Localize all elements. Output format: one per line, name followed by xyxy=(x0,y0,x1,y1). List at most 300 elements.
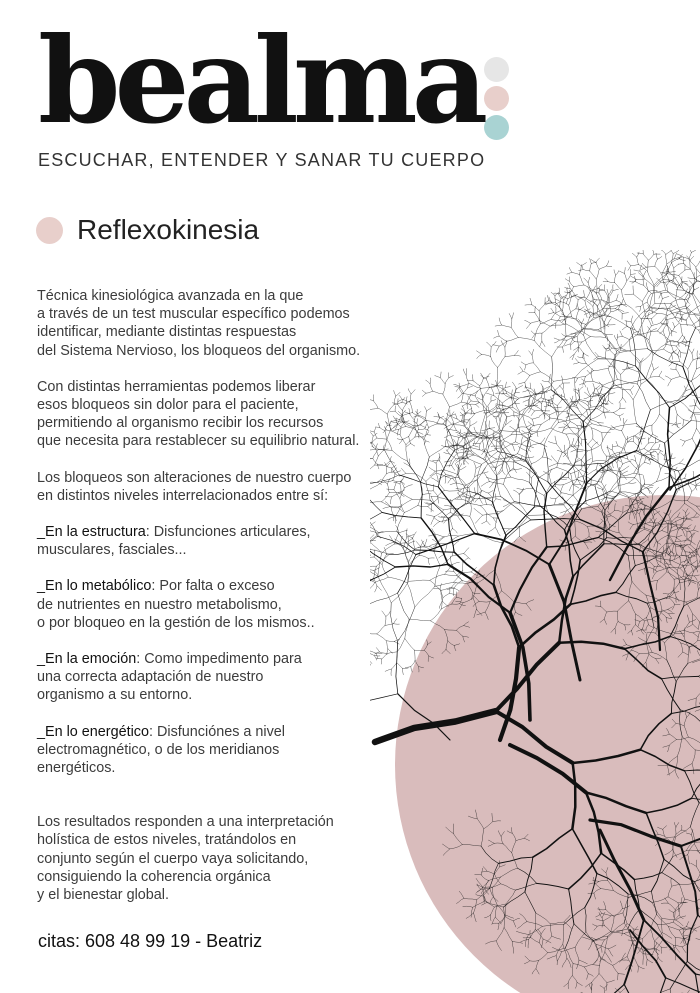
tree-branch xyxy=(455,414,457,419)
tree-branch xyxy=(562,337,566,340)
tree-branch xyxy=(540,319,551,324)
tree-branch xyxy=(482,354,491,356)
tree-branch xyxy=(500,388,506,394)
tree-branch xyxy=(526,457,534,458)
tree-branch xyxy=(625,294,634,295)
tree-branch xyxy=(569,484,572,491)
text-line: o por bloqueo en la gestión de los mismos.. xyxy=(37,614,315,631)
tree-branch xyxy=(597,472,603,484)
tree-branch xyxy=(622,424,625,431)
tree-branch xyxy=(678,350,680,355)
tree-branch xyxy=(638,470,641,491)
tree-branch xyxy=(562,334,566,337)
tree-branch xyxy=(658,444,660,449)
tree-branch xyxy=(653,349,664,351)
tree-branch xyxy=(526,424,531,427)
tree-branch xyxy=(677,414,683,419)
tree-branch xyxy=(548,313,553,314)
tree-branch xyxy=(569,268,572,273)
text-line: y el bienestar global. xyxy=(37,887,169,904)
tree-branch xyxy=(669,351,673,358)
tree-branch xyxy=(652,414,659,425)
tree-branch xyxy=(506,507,534,535)
tree-branch xyxy=(544,381,553,393)
tree-branch xyxy=(597,409,604,413)
tree-branch xyxy=(679,459,683,463)
tree-branch xyxy=(669,477,678,481)
tree-branch xyxy=(688,360,693,369)
tree-branch xyxy=(548,441,556,443)
tree-branch xyxy=(658,461,661,469)
tree-branch xyxy=(667,312,681,316)
tree-branch xyxy=(617,340,620,348)
tree-branch xyxy=(598,359,636,366)
tree-branch xyxy=(617,463,621,476)
tree-branch xyxy=(586,381,593,382)
tree-branch xyxy=(547,295,549,300)
tree-branch xyxy=(502,471,505,475)
tree-branch xyxy=(620,331,623,336)
tree-branch xyxy=(592,286,596,293)
tree-branch xyxy=(566,329,584,337)
tree-branch xyxy=(563,297,568,299)
tree-branch xyxy=(680,352,681,357)
tree-branch xyxy=(681,324,693,325)
tree-branch xyxy=(621,471,628,475)
tree-branch xyxy=(691,395,697,396)
tree-branch xyxy=(633,441,638,446)
paragraph-tools xyxy=(37,378,437,451)
tree-branch xyxy=(486,379,489,388)
tree-branch xyxy=(475,498,480,502)
tree-branch xyxy=(673,322,675,327)
tree-branch xyxy=(639,447,642,457)
tree-branch xyxy=(570,344,571,350)
tree-branch xyxy=(525,320,531,323)
tree-branch xyxy=(471,401,479,402)
tree-branch xyxy=(522,440,528,444)
tree-branch xyxy=(499,318,502,325)
tree-branch xyxy=(621,344,622,350)
tree-branch xyxy=(653,434,658,437)
level-text: : Como impedimento para xyxy=(136,651,302,668)
tree-branch xyxy=(491,357,498,368)
tree-branch xyxy=(617,336,622,337)
tree-branch xyxy=(529,351,532,355)
tree-branch xyxy=(622,299,624,304)
tree-branch xyxy=(670,341,673,352)
tree-branch xyxy=(671,458,675,459)
tree-branch xyxy=(497,367,498,386)
tree-branch xyxy=(590,263,592,271)
tree-branch xyxy=(539,304,545,311)
tree-branch xyxy=(532,349,534,355)
tree-branch xyxy=(607,289,609,295)
tree-branch xyxy=(685,283,690,287)
tree-branch xyxy=(616,441,618,446)
tree-branch xyxy=(451,412,454,417)
tree-branch xyxy=(511,319,512,327)
tree-branch xyxy=(690,269,695,279)
tree-branch xyxy=(690,256,694,260)
tree-branch xyxy=(480,386,483,398)
tree-branch xyxy=(533,424,541,425)
tree-branch xyxy=(515,393,520,394)
tree-branch xyxy=(532,334,535,338)
tree-branch xyxy=(659,414,667,423)
tree-branch xyxy=(692,486,697,492)
tree-branch xyxy=(579,387,583,391)
tree-branch xyxy=(689,349,692,353)
tree-branch xyxy=(694,399,696,405)
tree-branch xyxy=(612,450,617,457)
tree-branch xyxy=(535,411,542,412)
tree-branch xyxy=(576,319,583,329)
tree-branch xyxy=(647,260,648,271)
tree-branch xyxy=(685,438,692,441)
tree-branch xyxy=(560,485,563,494)
tree-branch xyxy=(525,365,526,370)
tree-branch xyxy=(514,490,520,494)
tree-branch xyxy=(450,414,455,416)
tree-branch xyxy=(491,347,492,357)
tree-branch xyxy=(584,354,589,357)
tree-branch xyxy=(495,325,502,326)
tree-branch xyxy=(549,475,551,484)
tree-branch xyxy=(523,488,532,489)
tree-branch xyxy=(682,337,685,342)
tree-branch xyxy=(629,478,635,483)
tree-branch xyxy=(480,506,487,514)
tree-branch xyxy=(616,300,622,303)
level-label: _En la emoción xyxy=(37,651,137,668)
text-line: Técnica kinesiológica avanzada en la que xyxy=(37,288,304,304)
tree-branch xyxy=(583,386,614,422)
tree-branch xyxy=(667,325,672,331)
tree-branch xyxy=(620,408,626,409)
tree-branch xyxy=(493,345,500,346)
tree-branch xyxy=(459,388,462,393)
tree-branch xyxy=(608,319,612,325)
tree-branch xyxy=(655,441,661,443)
tree-branch xyxy=(696,429,700,439)
tree-branch xyxy=(521,435,527,439)
tree-branch xyxy=(570,287,574,293)
tree-branch xyxy=(562,493,573,496)
tree-branch xyxy=(647,283,649,292)
tree-branch xyxy=(530,372,541,376)
text-line: conjunto según el cuerpo vaya solicitando, xyxy=(37,850,309,867)
tree-branch xyxy=(460,387,463,393)
tree-branch xyxy=(572,317,586,325)
tree-branch xyxy=(648,488,653,489)
tree-branch xyxy=(490,480,497,488)
tree-branch xyxy=(648,254,654,260)
tree-branch xyxy=(657,314,667,316)
tree-branch xyxy=(512,313,514,319)
tree-branch xyxy=(598,356,605,358)
tree-branch xyxy=(689,374,700,383)
tree-branch xyxy=(468,386,473,388)
tree-branch xyxy=(578,479,581,484)
paragraph-intro xyxy=(37,287,437,360)
tree-branch xyxy=(631,316,633,322)
tree-branch xyxy=(591,448,592,461)
tree-branch xyxy=(570,289,575,296)
tree-branch xyxy=(437,412,439,417)
tree-branch xyxy=(551,415,559,428)
tree-branch xyxy=(657,469,661,481)
tree-branch xyxy=(514,468,517,473)
tree-branch xyxy=(477,398,482,401)
tree-branch xyxy=(574,389,579,391)
tree-branch xyxy=(446,465,451,466)
tree-branch xyxy=(574,285,584,287)
tree-branch xyxy=(557,400,562,406)
tree-branch xyxy=(651,449,659,450)
tree-branch xyxy=(554,484,563,485)
tree-branch xyxy=(479,498,482,503)
tree-branch xyxy=(491,341,496,346)
tree-branch xyxy=(620,492,638,494)
tree-branch xyxy=(479,443,480,450)
tree-branch xyxy=(557,467,571,473)
level-item-energetic xyxy=(37,723,437,778)
tree-branch xyxy=(663,331,665,336)
tree-branch xyxy=(658,451,660,455)
tree-branch xyxy=(446,407,450,425)
tree-branch xyxy=(607,446,610,456)
tree-branch xyxy=(660,397,674,404)
tree-branch xyxy=(514,460,521,461)
tree-branch xyxy=(503,484,514,501)
tree-branch xyxy=(549,297,552,303)
tree-branch xyxy=(519,382,525,384)
tree-branch xyxy=(634,455,635,461)
tree-branch xyxy=(445,470,458,475)
tree-branch xyxy=(473,446,478,448)
tree-branch xyxy=(678,383,689,400)
tree-branch xyxy=(481,490,488,493)
tree-branch xyxy=(567,317,576,318)
tree-branch xyxy=(612,444,613,450)
tree-branch xyxy=(682,281,688,282)
tree-branch xyxy=(486,373,490,379)
level-item-structure xyxy=(37,523,437,559)
tree-branch xyxy=(448,479,451,484)
text-line: holística de estos niveles, tratándolos en xyxy=(37,832,297,849)
tree-branch xyxy=(449,376,454,378)
tree-branch xyxy=(678,335,683,341)
tree-branch xyxy=(568,283,570,289)
tree-branch xyxy=(587,301,593,307)
tree-branch xyxy=(535,313,540,321)
tree-branch xyxy=(440,372,441,378)
tree-branch xyxy=(511,477,530,482)
tree-branch xyxy=(618,446,625,449)
tree-branch xyxy=(509,314,512,319)
tree-branch xyxy=(642,450,651,456)
tree-branch xyxy=(647,271,654,285)
text-line: Con distintas herramientas podemos liberar xyxy=(37,378,316,395)
tree-branch xyxy=(594,315,605,317)
tree-branch xyxy=(531,428,551,434)
tree-branch xyxy=(584,278,588,283)
tree-branch xyxy=(599,266,606,269)
text-line: de nutrientes en nuestro metabolismo, xyxy=(37,596,282,613)
tree-branch xyxy=(671,263,674,269)
tree-branch xyxy=(498,357,505,368)
tree-branch xyxy=(481,386,498,388)
tree-branch xyxy=(678,264,684,265)
tree-branch xyxy=(526,434,531,461)
tree-branch xyxy=(671,331,672,336)
tree-branch xyxy=(577,262,582,266)
tree-branch xyxy=(590,271,597,279)
tree-branch xyxy=(588,277,590,283)
tree-branch xyxy=(584,290,585,297)
tree-branch xyxy=(679,275,683,282)
tree-branch xyxy=(648,489,650,494)
text-line: Los resultados responden a una interpretación xyxy=(37,814,334,831)
tree-branch xyxy=(571,474,573,485)
text-line: energéticos. xyxy=(37,760,116,777)
tree-branch xyxy=(480,378,484,386)
tree-branch xyxy=(651,443,656,450)
tree-branch xyxy=(475,468,476,477)
tree-branch xyxy=(676,422,678,427)
level-item-emotion xyxy=(37,650,437,705)
tree-branch xyxy=(627,261,630,266)
tree-branch xyxy=(610,429,615,430)
tree-branch xyxy=(458,438,463,445)
tree-branch xyxy=(440,417,446,421)
tree-branch xyxy=(475,391,478,396)
tree-branch xyxy=(500,441,504,448)
contact-info: citas: 608 48 99 19 - Beatriz xyxy=(38,931,263,951)
tree-branch xyxy=(577,324,585,336)
text-line: electromagnético, o de los meridianos xyxy=(37,741,280,758)
tree-branch xyxy=(651,329,657,332)
tree-branch xyxy=(584,396,590,399)
tree-branch xyxy=(666,274,669,281)
tree-branch xyxy=(511,327,518,337)
tree-branch xyxy=(684,420,689,422)
tree-branch xyxy=(454,421,462,424)
tree-branch xyxy=(555,436,556,444)
tree-branch xyxy=(694,288,699,290)
tree-branch xyxy=(657,282,661,287)
tree-branch xyxy=(624,442,627,449)
tree-branch xyxy=(473,375,474,381)
tree-branch xyxy=(555,407,562,408)
tree-branch xyxy=(568,296,576,299)
tree-branch xyxy=(443,384,445,394)
tree-branch xyxy=(579,347,584,353)
tree-branch xyxy=(591,479,592,485)
tree-branch xyxy=(554,313,561,317)
tree-branch xyxy=(656,451,659,455)
tree-branch xyxy=(596,262,599,269)
tree-branch xyxy=(662,297,669,299)
tree-branch xyxy=(596,269,599,279)
tree-branch xyxy=(661,281,669,282)
level-item-metabolic xyxy=(37,577,437,632)
tree-branch xyxy=(604,348,609,349)
tree-branch xyxy=(496,346,499,352)
level-text: : Disfunciónes a nivel xyxy=(149,723,285,740)
tree-branch xyxy=(597,484,606,494)
paragraph-blocks xyxy=(37,469,437,505)
tree-branch xyxy=(505,382,506,388)
tree-branch xyxy=(471,410,472,414)
text-line: en distintos niveles interrelacionados entre sí: xyxy=(37,487,329,504)
tree-branch xyxy=(676,346,681,352)
tree-branch xyxy=(621,466,629,472)
tree-branch xyxy=(531,411,534,416)
tree-branch xyxy=(606,261,608,266)
tree-branch xyxy=(693,471,694,477)
tree-branch xyxy=(587,451,637,484)
tree-branch xyxy=(494,467,496,471)
text-line: esos bloqueos sin dolor para el paciente, xyxy=(37,397,299,414)
tree-branch xyxy=(493,518,496,523)
tree-branch xyxy=(520,416,523,420)
tree-branch xyxy=(475,515,482,523)
tree-branch xyxy=(573,484,574,495)
level-label: _En lo metabólico xyxy=(37,578,152,595)
tree-branch xyxy=(472,410,475,414)
pink-circle xyxy=(395,495,700,993)
tree-branch xyxy=(539,311,540,324)
tree-branch xyxy=(612,463,613,468)
tree-branch xyxy=(652,425,653,434)
tree-branch xyxy=(631,265,639,266)
tree-branch xyxy=(526,363,533,365)
tree-branch xyxy=(658,449,663,452)
tree-branch xyxy=(565,454,571,464)
tree-branch xyxy=(598,423,604,424)
tree-branch xyxy=(596,258,600,262)
tree-branch xyxy=(535,333,542,334)
tree-branch xyxy=(619,414,623,416)
tree-branch xyxy=(663,325,667,331)
tree-branch xyxy=(679,259,685,261)
tree-branch xyxy=(474,462,476,468)
tree-branch xyxy=(445,378,449,384)
tree-branch xyxy=(554,378,575,382)
tree-branch xyxy=(682,441,685,446)
tree-branch xyxy=(476,403,480,405)
tree-branch xyxy=(669,309,674,315)
tree-branch xyxy=(519,427,527,428)
tree-branch xyxy=(604,298,608,309)
tree-branch xyxy=(530,383,531,388)
tree-branch xyxy=(608,324,616,325)
tree-branch xyxy=(645,484,654,485)
tree-branch xyxy=(576,296,585,301)
tree-branch xyxy=(491,399,496,401)
tree-branch xyxy=(499,471,502,475)
tree-branch xyxy=(606,266,611,267)
tree-branch xyxy=(694,414,696,429)
tree-branch xyxy=(591,480,601,482)
tree-branch xyxy=(549,463,558,467)
tree-branch xyxy=(609,393,615,394)
tree-branch xyxy=(539,321,550,327)
tree-branch xyxy=(613,289,619,291)
tree-branch xyxy=(653,487,659,495)
